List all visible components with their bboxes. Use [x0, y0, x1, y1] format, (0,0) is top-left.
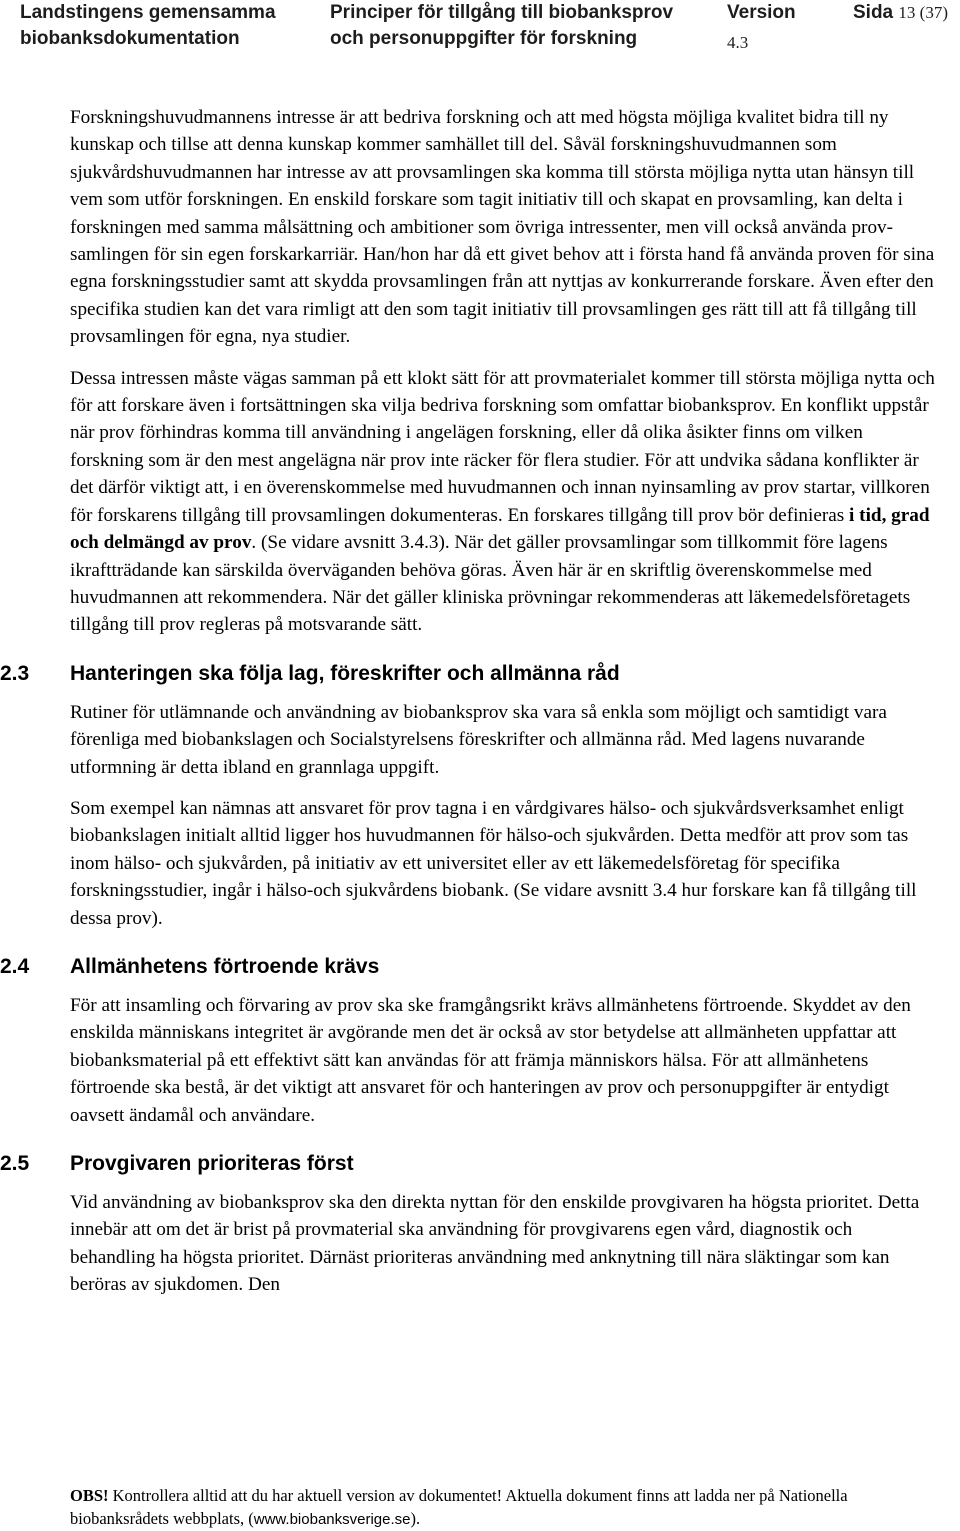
section-paragraph: Som exempel kan nämnas att ansvaret för prov tagna i en vårdgivares hälso- och sjukvårdsverksamhet enligt biobankslagen initialt alltid ligger hos huvudmannen för hälso-och sjukvården. Detta medför att prov som tas inom hälso- och sjukvården, på initiativ av ett universitet eller av ett läkemedelsföretag för specifika forskningsstudier, ingår i hälso-och sjukvårdens biobank. (Se vidare avsnitt 3.4 hur forskare kan få tillgång till dessa prov).	[70, 797, 917, 929]
header-title-line1: Principer för tillgång till biobanksprov	[330, 2, 674, 23]
section-paragraph: Rutiner för utlämnande och användning av biobanksprov ska vara så enkla som möjligt och samtidigt vara förenliga med biobankslagen och Socialstyrelsens föreskrifter och allmänna råd. Med lagens nuvarande utformning är detta ibland en grannlaga uppgift.	[70, 701, 887, 778]
header-title-line2: och personuppgifter för forskning	[330, 28, 638, 49]
section-title: Allmänhetens förtroende krävs	[70, 954, 380, 978]
section-number: 2.3	[0, 661, 30, 685]
section-title: Provgivaren prioriteras först	[70, 1152, 354, 1175]
section-paragraph: För att insamling och förvaring av prov ska ske framgångsrikt krävs allmänhetens förtroende. Skyddet av den enskilda människans integritet är avgörande men det är också av stor betydelse att allmänheten uppfattar att biobanksmaterial på ett effektivt sätt kan användas för att främja människors hälsa. För att allmänhetens förtroende ska bestå, är det viktigt att ansvaret för och hanteringen av prov och personuppgifter är entydigt oavsett ändamål och användare.	[70, 994, 911, 1126]
header-page-indicator	[853, 0, 960, 26]
footer-obs-label: OBS!	[70, 1486, 109, 1505]
section-number: 2.4	[0, 954, 30, 978]
page-footer	[70, 1484, 950, 1531]
header-version	[727, 0, 827, 56]
section-title: Hanteringen ska följa lag, föreskrifter och allmänna råd	[70, 661, 620, 685]
header-version-number: 4.3	[727, 33, 749, 52]
header-org-line2: biobanksdokumentation	[20, 28, 240, 49]
header-document-title	[330, 0, 730, 52]
page-header	[20, 0, 960, 60]
intro-paragraph-2	[70, 365, 940, 639]
section-heading	[0, 952, 940, 982]
header-organization	[20, 0, 320, 52]
intro-p2-bold-phrase: i tid, grad och delmängd av prov	[70, 504, 930, 554]
header-page-number: 13 (37)	[898, 3, 948, 22]
header-version-label: Version	[727, 2, 796, 23]
footer-notice-text: Kontrollera alltid att du har aktuell version av dokumentet! Aktuella dokument finns att ladda ner på Nationella biobanksrådets webbplats, (	[70, 1486, 848, 1528]
header-org-line1: Landstingens gemensamma	[20, 2, 276, 23]
footer-notice-end: ).	[410, 1509, 421, 1528]
section-2-3	[0, 659, 940, 932]
intro-p2-text-start: Dessa intressen måste vägas samman på ett klokt sätt för att provmaterialet kommer till största möjliga nytta och för att forskare även i fortsättningen ska vilja bedriva forskning som omfattar biobanksprov. En konflikt uppstår när prov förhindras komma till användning i angelägen forskning, eller då olika åsikter finns om vilken forskning som är den mest angelägna när prov inte räcker för flera studier. För att undvika sådana konflikter är det därför viktigt att, i en överenskommelse med huvudmannen och innan nyinsamling av prov startar, villkoren för forskarens tillgång till provsamlingen dokumenteras. En forskares tillgång till prov bör definieras	[70, 367, 935, 526]
document-body	[0, 104, 940, 1313]
section-heading	[0, 1149, 940, 1179]
intro-p2-text-end: . (Se vidare avsnitt 3.4.3). När det gäller provsamlingar som tillkommit före lagens ikraftträdande kan särskilda överväganden behöva göras. Även här är en skriftlig överenskommelse med huvudmannen att rekommendera. När det gäller kliniska prövningar rekommenderas att läkemedelsföretagets tillgång till prov regleras på motsvarande sätt.	[70, 532, 911, 636]
section-number: 2.5	[0, 1152, 30, 1175]
section-paragraph: Vid användning av biobanksprov ska den direkta nyttan för den enskilde provgivaren ha högsta prioritet. Detta innebär att om det är brist på provmaterial ska användning för provgivarens egen vård, diagnostik och behandling ha högsta prioritet. Därnäst prioriteras användning med anknytning till nära släktingar som kan beröras av sjukdomen. Den	[70, 1192, 920, 1296]
section-2-5	[0, 1149, 940, 1299]
section-2-4	[0, 952, 940, 1129]
intro-paragraph-1: Forskningshuvudmannens intresse är att bedriva forskning och att med högsta möjliga kvalitet bidra till ny kunskap och tillse att denna kunskap kommer samhället till del. Såväl forskningshuvudmannen som sjukvårdshuvudmannen har intresse av att provsamlingen ska komma till största möjliga nytta utan hänsyn till vem som utför forskningen. En enskild forskare som tagit initiativ till och skapat en provsamling, kan delta i forskningen med samma målsättning och ambitioner som övriga intressenter, men vill också använda prov-samlingen för sin egen forskarkarriär. Han/hon har då ett givet behov att i första hand få använda proven för sina egna forskningsstudier samt att skydda provsamlingen från att nyttjas av konkurrerande forskare. Även efter den specifika studien kan det vara rimligt att den som tagit initiativ till provsamlingen ges rätt till att få tillgång till provsamlingen för egna, nya studier.	[70, 107, 935, 348]
section-heading	[0, 659, 940, 689]
footer-website-link[interactable]: www.biobanksverige.se	[253, 1511, 411, 1528]
header-page-label: Sida	[853, 2, 894, 23]
